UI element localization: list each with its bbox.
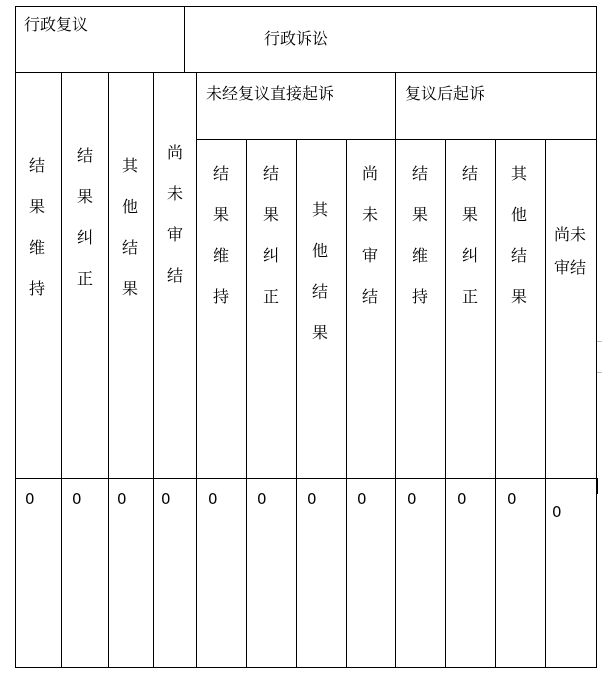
value-cell-7: 0 [307, 490, 317, 508]
value-cell-6: 0 [257, 490, 267, 508]
rule-v3 [153, 72, 154, 668]
value-cell-9: 0 [407, 490, 417, 508]
rule-v11 [545, 139, 546, 668]
value-cell-2: 0 [72, 490, 82, 508]
rule-v6 [296, 139, 297, 668]
border-top [15, 6, 597, 7]
rule-v7 [346, 139, 347, 668]
value-cell-4: 0 [161, 490, 171, 508]
value-cell-11: 0 [507, 490, 517, 508]
value-cell-3: 0 [117, 490, 127, 508]
value-cell-12: 0 [552, 503, 562, 521]
edge-mark [596, 478, 598, 494]
rule-v-review-split [184, 6, 185, 73]
value-cell-1: 0 [25, 490, 35, 508]
rule-v2 [108, 72, 109, 668]
header-post-review-suit: 复议后起诉 [405, 84, 486, 103]
border-bottom [15, 667, 597, 668]
edge-tick-1 [597, 341, 602, 342]
rule-v4 [196, 72, 197, 668]
col-label-3: 其他结果 [121, 156, 138, 298]
col-label-9: 结果维持 [411, 164, 428, 306]
col-label-1: 结果维持 [28, 156, 45, 298]
rule-v8 [395, 72, 396, 668]
header-direct-suit: 未经复议直接起诉 [206, 84, 335, 103]
col-label-4: 尚未审结 [166, 143, 183, 285]
value-cell-5: 0 [208, 490, 218, 508]
rule-v10 [495, 139, 496, 668]
rule-v9 [445, 139, 446, 668]
rule-h1 [15, 72, 597, 73]
edge-tick-2 [597, 372, 602, 373]
rule-h2 [196, 139, 597, 140]
col-label-5: 结果维持 [212, 164, 229, 306]
col-label-12: 尚未审结 [553, 225, 586, 277]
value-cell-8: 0 [357, 490, 367, 508]
col-label-8: 尚未审结 [361, 164, 378, 306]
header-admin-litigation: 行政诉讼 [264, 29, 329, 48]
col-label-6: 结果纠正 [262, 164, 279, 306]
border-left [15, 6, 16, 668]
rule-v5 [246, 139, 247, 668]
header-admin-review: 行政复议 [24, 15, 89, 34]
col-label-2: 结果纠正 [76, 146, 93, 288]
value-cell-10: 0 [457, 490, 467, 508]
col-label-11: 其他结果 [510, 164, 527, 306]
rule-h3 [15, 478, 597, 479]
rule-v1 [61, 72, 62, 668]
col-label-7: 其他结果 [311, 200, 328, 342]
border-right [596, 6, 597, 668]
col-label-10: 结果纠正 [461, 164, 478, 306]
